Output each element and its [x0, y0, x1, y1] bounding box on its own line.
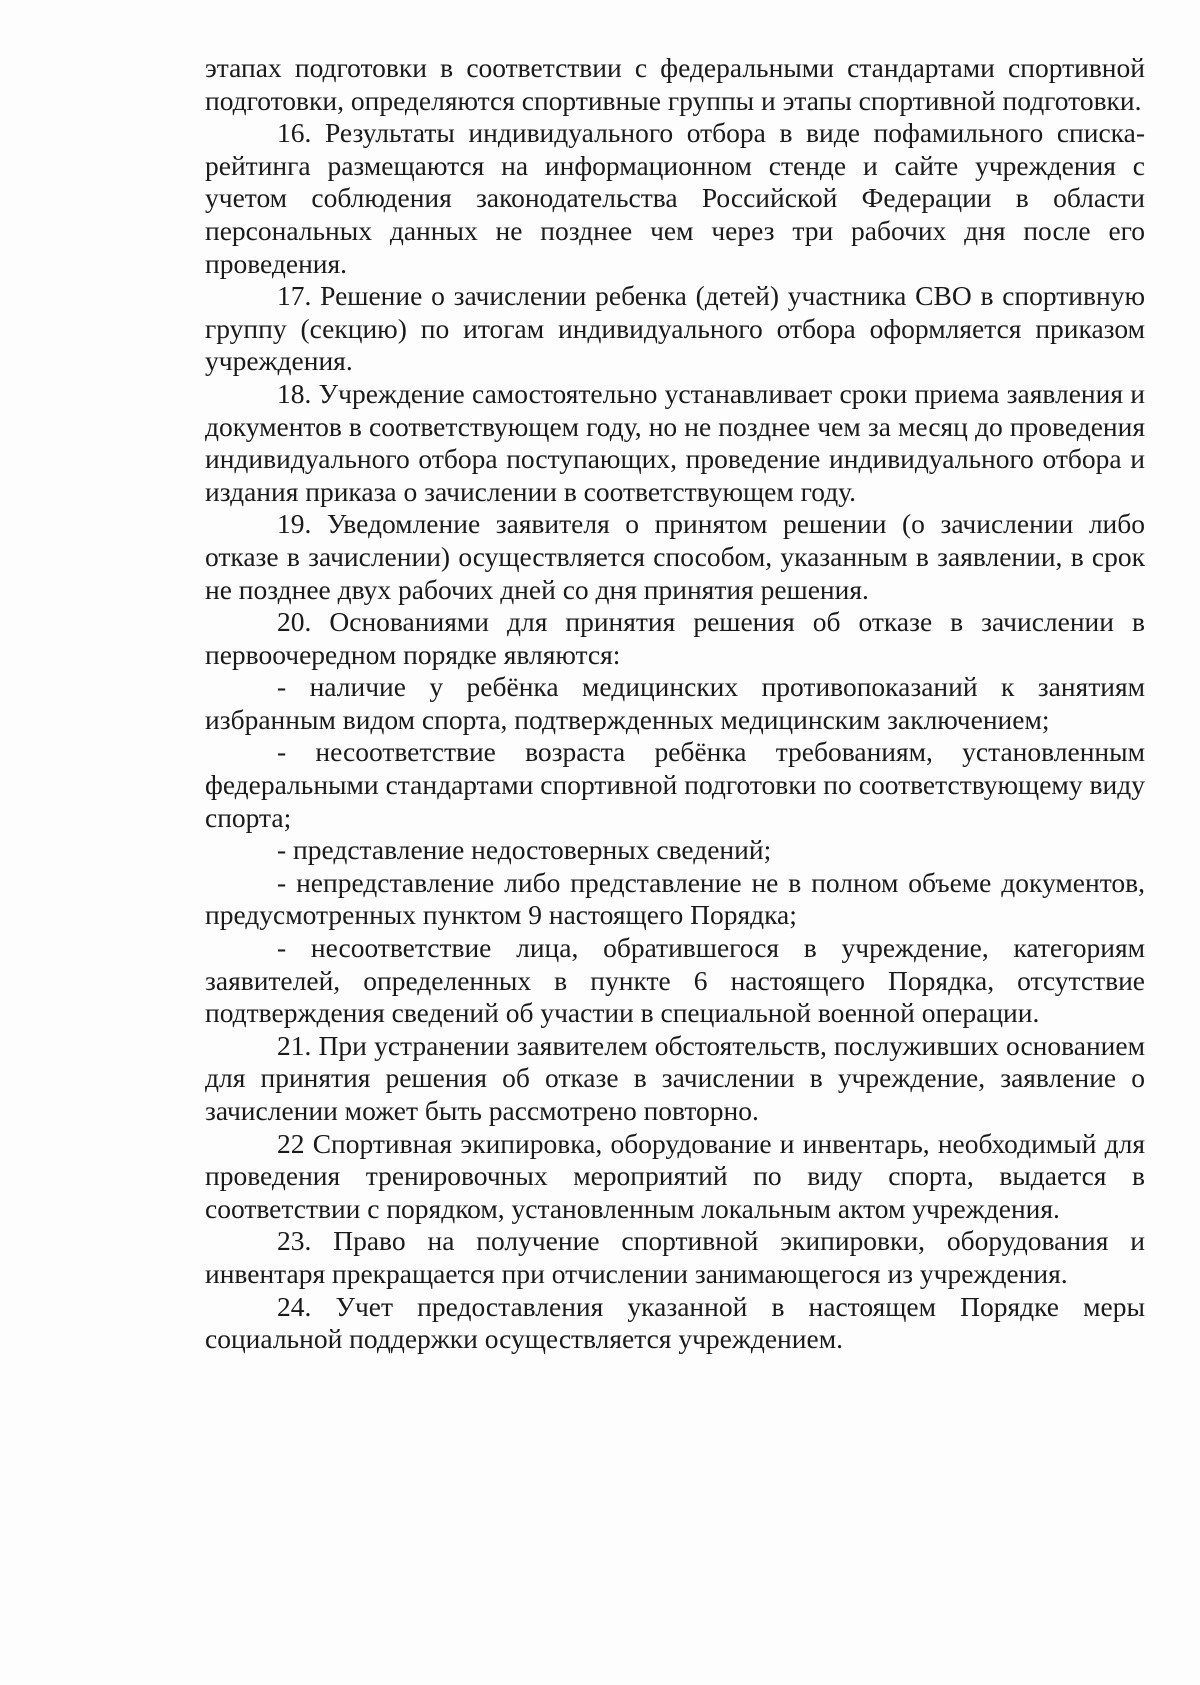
paragraph-16: 16. Результаты индивидуального отбора в виде пофамильного списка-рейтинга размещаются на информационном стенде и сайте учреждения с учетом соблюдения законодательства Российской Федерации в области персональных данных не позднее чем через три рабочих дня после его проведения. — [205, 117, 1145, 279]
paragraph-23: 23. Право на получение спортивной экипировки, оборудования и инвентаря прекращается при отчислении занимающегося из учреждения. — [205, 1225, 1145, 1289]
paragraph-22: 22 Спортивная экипировка, оборудование и инвентарь, необходимый для проведения тренировочных мероприятий по виду спорта, выдается в соответствии с порядком, установленным локальным актом учреждения. — [205, 1127, 1145, 1224]
paragraph-20-item-false-info: - представление недостоверных сведений; — [277, 834, 772, 866]
paragraph-20-item-age: - несоответствие возраста ребёнка требованиям, установленным федеральными стандартами спортивной подготовки по соответствующему виду спорта; — [205, 736, 1145, 833]
paragraph-18: 18. Учреждение самостоятельно устанавливает сроки приема заявления и документов в соответствующем году, но не позднее чем за месяц до проведения индивидуального отбора поступающих, проведение индивидуального отбора и издания приказа о зачислении в соответствующем году. — [205, 377, 1145, 507]
paragraph-20-item-documents: - непредставление либо представление не в полном объеме документов, предусмотренных пунктом 9 настоящего Порядка; — [205, 866, 1145, 931]
paragraph-20-item-medical: - наличие у ребёнка медицинских противопоказаний к занятиям избранным видом спорта, подтвержденных медицинским заключением; — [205, 671, 1145, 735]
paragraph-20: 20. Основаниями для принятия решения об отказе в зачислении в первоочередном порядке являются: — [205, 606, 1145, 670]
paragraph-17: 17. Решение о зачислении ребенка (детей) участника СВО в спортивную группу (секцию) по итогам индивидуального отбора оформляется приказом учреждения. — [205, 280, 1145, 377]
paragraph-15-continuation: этапах подготовки в соответствии с федеральными стандартами спортивной подготовки, определяются спортивные группы и этапы спортивной подготовки. — [205, 52, 1145, 116]
paragraph-19: 19. Уведомление заявителя о принятом решении (о зачислении либо отказе в зачислении) осуществляется способом, указанным в заявлении, в срок не позднее двух рабочих дней со дня принятия решения. — [205, 508, 1145, 605]
paragraph-24: 24. Учет предоставления указанной в настоящем Порядке меры социальной поддержки осуществляется учреждением. — [205, 1290, 1145, 1355]
paragraph-20-item-category: - несоответствие лица, обратившегося в учреждение, категориям заявителей, определенных в пункте 6 настоящего Порядка, отсутствие подтверждения сведений об участии в специальной военной операции. — [205, 932, 1145, 1029]
document-body — [205, 52, 1145, 1356]
paragraph-21: 21. При устранении заявителем обстоятельств, послуживших основанием для принятия решения об отказе в зачислении в учреждение, заявление о зачислении может быть рассмотрено повторно. — [205, 1029, 1145, 1126]
